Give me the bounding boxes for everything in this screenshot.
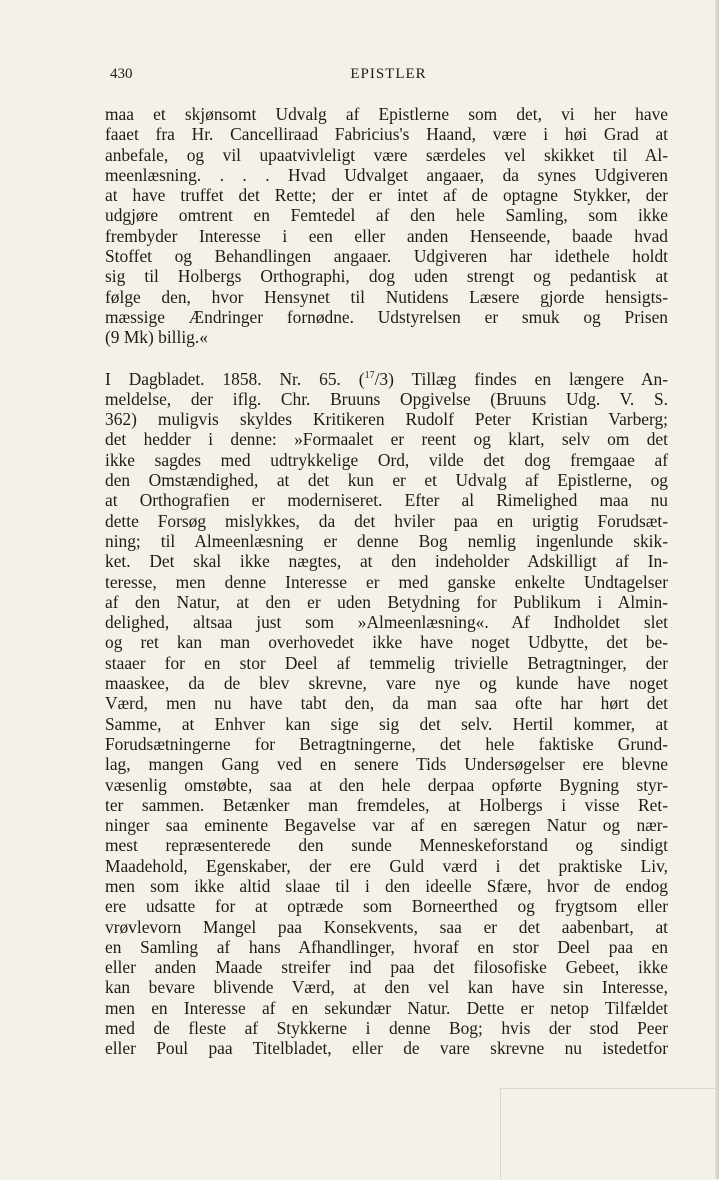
text-line: den Omstændighed, at det kun er et Udvalg af Epistlerne, og	[105, 470, 668, 491]
text-line: at have truffet det Rette; der er intet af de optagne Stykker, der	[105, 185, 668, 206]
text-line: udgjøre omtrent en Femtedel af den hele Samling, som ikke	[105, 205, 668, 226]
text-line: staaer for en stor Deel af temmelig trivielle Betragtninger, der	[105, 652, 668, 673]
text-line: anbefale, og vil upaatvivleligt være særdeles vel skikket til Al-	[105, 144, 668, 165]
text-line: ter sammen. Betænker man fremdeles, at Holbergs i visse Ret-	[105, 794, 668, 815]
text-line: mæssige Ændringer fornødne. Udstyrelsen er smuk og Prisen	[105, 306, 668, 327]
date-suffix: /3) Tillæg findes en længere An-	[374, 368, 668, 389]
page-number: 430	[110, 66, 133, 82]
text-line: det hedder i denne: »Formaalet er reent og klart, selv om det	[105, 429, 668, 450]
text-line: ere udsatte for at optræde som Borneerthed og frygtsom eller	[105, 896, 668, 917]
text-line: 362) muligvis skyldes Kritikeren Rudolf Peter Kristian Varberg;	[105, 409, 668, 430]
text-line: men som ikke altid slaae til i den ideelle Sfære, hvor de endog	[105, 875, 668, 896]
text-line: faaet fra Hr. Cancelliraad Fabricius's Haand, være i høi Grad at	[105, 124, 668, 145]
text-line: væsenlig omstøbte, saa at den hele derpaa opførte Bygning styr-	[105, 774, 668, 795]
text-line: ninger saa eminente Begavelse var af en særegen Natur og nær-	[105, 815, 668, 836]
text-line: og ret kan man overhovedet ikke have noget Udbytte, det be-	[105, 632, 668, 653]
paragraph-epistle-review	[105, 104, 668, 348]
text-line-with-date	[105, 369, 668, 389]
text-line: ikke sagdes med udtrykkelige Ord, vilde det dog fremgaae af	[105, 449, 668, 470]
text-line: Værd, men nu have tabt den, da man saa ofte har hørt det	[105, 693, 668, 714]
text-line: Forudsætningerne for Betragtningerne, det hele faktiske Grund-	[105, 733, 668, 754]
text-line: men en Interesse af en sekundær Natur. Dette er netop Tilfældet	[105, 997, 668, 1018]
text-line: maaskee, da de blev skrevne, vare nye og kunde have noget	[105, 673, 668, 694]
text-line: mest repræsenterede den sunde Menneskeforstand og sindigt	[105, 835, 668, 856]
scan-frame-mark	[500, 1088, 719, 1180]
text-line: at Orthografien er moderniseret. Efter al Rimelighed maa nu	[105, 490, 668, 511]
text-line: meldelse, der iflg. Chr. Bruuns Opgivelse (Bruuns Udg. V. S.	[105, 388, 668, 409]
paragraph-gap	[105, 348, 668, 369]
text-line: af den Natur, at den er uden Betydning for Publikum i Almin-	[105, 591, 668, 612]
text-line: frembyder Interesse i een eller anden Henseende, baade hvad	[105, 225, 668, 246]
text-line: ket. Det skal ikke nægtes, at den indeholder Adskilligt af In-	[105, 551, 668, 572]
text-line: Stoffet og Behandlingen angaaer. Udgiveren har idethele holdt	[105, 246, 668, 267]
text-line: teresse, men denne Interesse er med ganske enkelte Undtagelser	[105, 571, 668, 592]
page-edge	[715, 0, 719, 1179]
text-line: meenlæsning. . . . Hvad Udvalget angaaer, da synes Udgiveren	[105, 164, 668, 185]
running-title: EPISTLER	[350, 66, 427, 82]
text-line: kan bevare blivende Værd, at den vel kan have sin Interesse,	[105, 977, 668, 998]
body-text	[105, 104, 668, 1059]
text-line: ning; til Almeenlæsning er denne Bog nemlig ingenlunde skik-	[105, 530, 668, 551]
text-line: en Samling af hans Afhandlinger, hvoraf en stor Deel paa en	[105, 936, 668, 957]
text-line: (9 Mk) billig.«	[105, 327, 208, 348]
paragraph-dagbladet-review	[105, 369, 668, 1059]
text-line: med de fleste af Stykkerne i denne Bog; hvis der stod Peer	[105, 1018, 668, 1039]
text-line: dette Forsøg mislykkes, da det hviler paa en urigtig Forudsæt-	[105, 510, 668, 531]
text-line: eller Poul paa Titelbladet, eller de vare skrevne nu istedetfor	[105, 1038, 668, 1059]
text-line: vrøvlevorn Mangel paa Konsekvents, saa er det aabenbart, at	[105, 916, 668, 937]
text-line: sig til Holbergs Orthographi, dog uden strengt og pedantisk at	[105, 266, 668, 287]
text-line: Maadehold, Egenskaber, der ere Guld værd i det praktiske Liv,	[105, 855, 668, 876]
text-line: maa et skjønsomt Udvalg af Epistlerne som det, vi her have	[105, 104, 668, 124]
date-prefix: I Dagbladet. 1858. Nr. 65. (	[105, 368, 365, 389]
text-line: følge den, hvor Hensynet til Nutidens Læsere gjorde hensigts-	[105, 286, 668, 307]
running-head	[110, 66, 667, 88]
text-line: lag, mangen Gang ved en senere Tids Undersøgelser ere blevne	[105, 754, 668, 775]
text-line: eller anden Maade streifer ind paa det filosofiske Gebeet, ikke	[105, 957, 668, 978]
text-line: delighed, altsaa just som »Almeenlæsning«. Af Indholdet slet	[105, 612, 668, 633]
text-line: Samme, at Enhver kan sige sig det selv. Hertil kommer, at	[105, 713, 668, 734]
date-superscript: 17	[364, 369, 375, 381]
